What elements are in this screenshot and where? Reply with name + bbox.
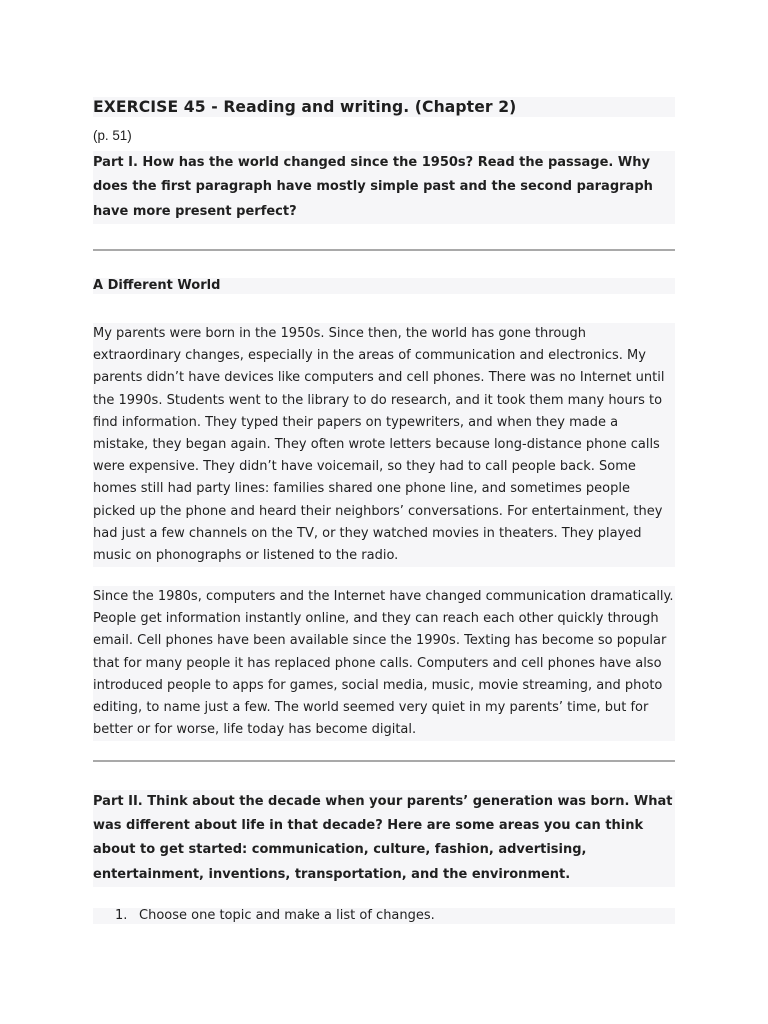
exercise-title: EXERCISE 45 - Reading and writing. (Chapter 2) xyxy=(93,97,675,117)
part1-prompt: Part I. How has the world changed since the 1950s? Read the passage. Why does the first paragraph have mostly simple past and the second paragraph have more present perfect? xyxy=(93,151,675,224)
passage-paragraph-2: Since the 1980s, computers and the Internet have changed communication dramatically. People get information instantly online, and they can reach each other quickly through email. Cell phones have been available since the 1990s. Texting has become so popular that for many people it has replaced phone calls. Computers and cell phones have also introduced people to apps for games, social media, music, movie streaming, and photo editing, to name just a few. The world seemed very quiet in my parents’ time, but for better or for worse, life today has become digital. xyxy=(93,586,675,741)
page-reference: (p. 51) xyxy=(93,128,132,143)
list-item-text: Choose one topic and make a list of changes. xyxy=(139,908,435,923)
section-divider xyxy=(93,249,675,251)
section-divider xyxy=(93,760,675,762)
list-item-number: 1. xyxy=(115,908,128,923)
instruction-list xyxy=(93,908,675,924)
passage-paragraph-1: My parents were born in the 1950s. Since then, the world has gone through extraordinary changes, especially in the areas of communication and electronics. My parents didn’t have devices like computers and cell phones. There was no Internet until the 1990s. Students went to the library to do research, and it took them many hours to find information. They typed their papers on typewriters, and when they made a mistake, they began again. They often wrote letters because long-distance phone calls were expensive. They didn’t have voicemail, so they had to call people back. Some homes still had party lines: families shared one phone line, and sometimes people picked up the phone and heard their neighbors’ conversations. For entertainment, they had just a few channels on the TV, or they watched movies in theaters. They played music on phonographs or listened to the radio. xyxy=(93,323,675,567)
passage-title: A Different World xyxy=(93,278,675,294)
part2-prompt: Part II. Think about the decade when your parents’ generation was born. What was different about life in that decade? Here are some areas you can think about to get started: communication, culture, fashion, advertising, entertainment, inventions, transportation, and the environment. xyxy=(93,790,675,887)
list-item xyxy=(93,908,675,924)
